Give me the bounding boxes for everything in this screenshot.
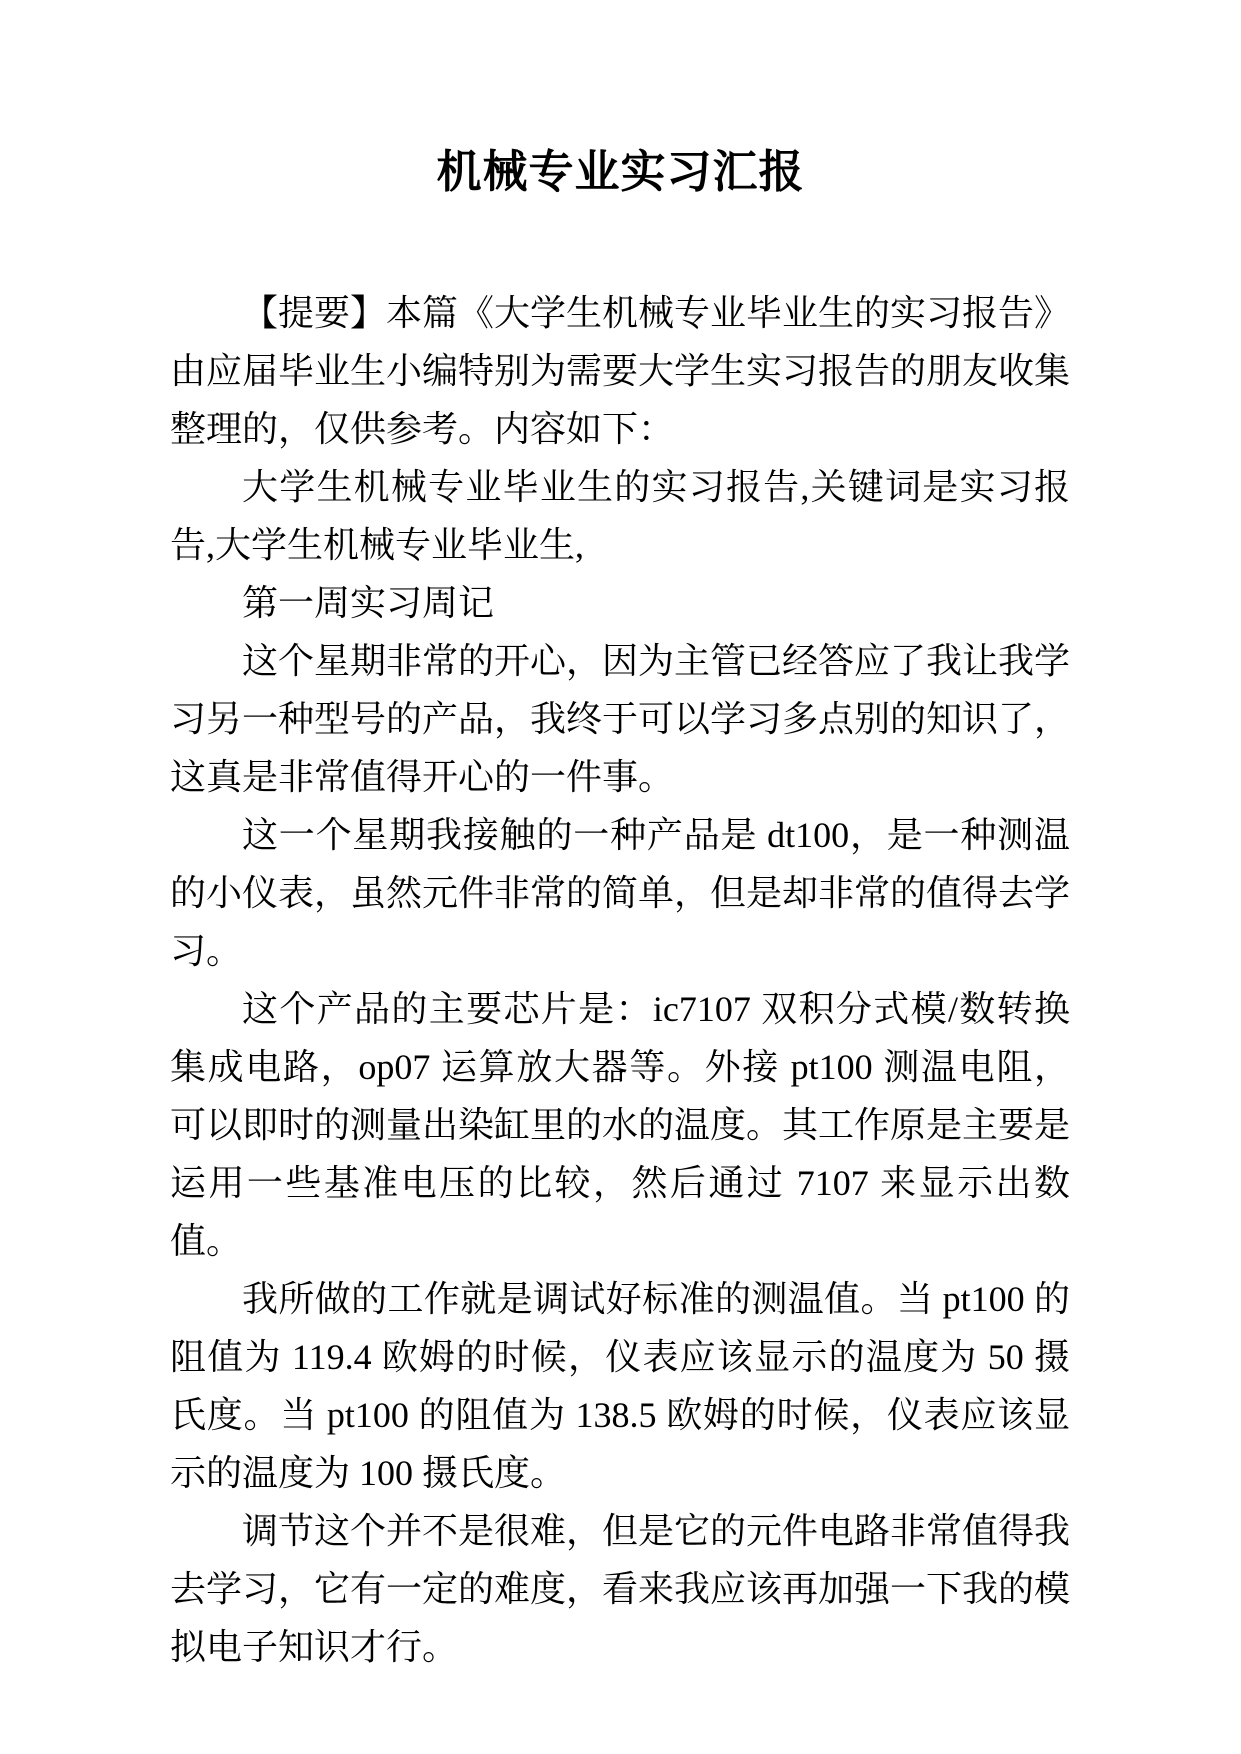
- document-body: [170, 284, 1070, 1676]
- paragraph-chips: 这个产品的主要芯片是：ic7107 双积分式模/数转换集成电路，op07 运算放大器等。外接 pt100 测温电阻，可以即时的测量出染缸里的水的温度。其工作原是主要是运用一些基准电压的比较，然后通过 7107 来显示出数值。: [170, 989, 1071, 1261]
- paragraph-calibration: 我所做的工作就是调试好标准的测温值。当 pt100 的阻值为 119.4 欧姆的时候，仪表应该显示的温度为 50 摄氏度。当 pt100 的阻值为 138.5 欧姆的时候，仪表应该显示的温度为 100 摄氏度。: [170, 1279, 1070, 1493]
- document-title: 机械专业实习汇报: [436, 147, 805, 197]
- paragraph-week1-heading: 第一周实习周记: [242, 583, 495, 623]
- paragraph-abstract: 【提要】本篇《大学生机械专业毕业生的实习报告》由应届毕业生小编特别为需要大学生实习报告的朋友收集整理的，仅供参考。内容如下：: [170, 293, 1071, 449]
- paragraph-conclusion: 调节这个并不是很难，但是它的元件电路非常值得我去学习，它有一定的难度，看来我应该再加强一下我的模拟电子知识才行。: [170, 1511, 1071, 1667]
- paragraph-keywords: 大学生机械专业毕业生的实习报告,关键词是实习报告,大学生机械专业毕业生,: [170, 467, 1070, 565]
- paragraph-product-dt100: 这一个星期我接触的一种产品是 dt100，是一种测温的小仪表，虽然元件非常的简单，但是却非常的值得去学习。: [170, 815, 1071, 971]
- paragraph-week1-intro: 这个星期非常的开心，因为主管已经答应了我让我学习另一种型号的产品，我终于可以学习多点别的知识了，这真是非常值得开心的一件事。: [170, 641, 1071, 797]
